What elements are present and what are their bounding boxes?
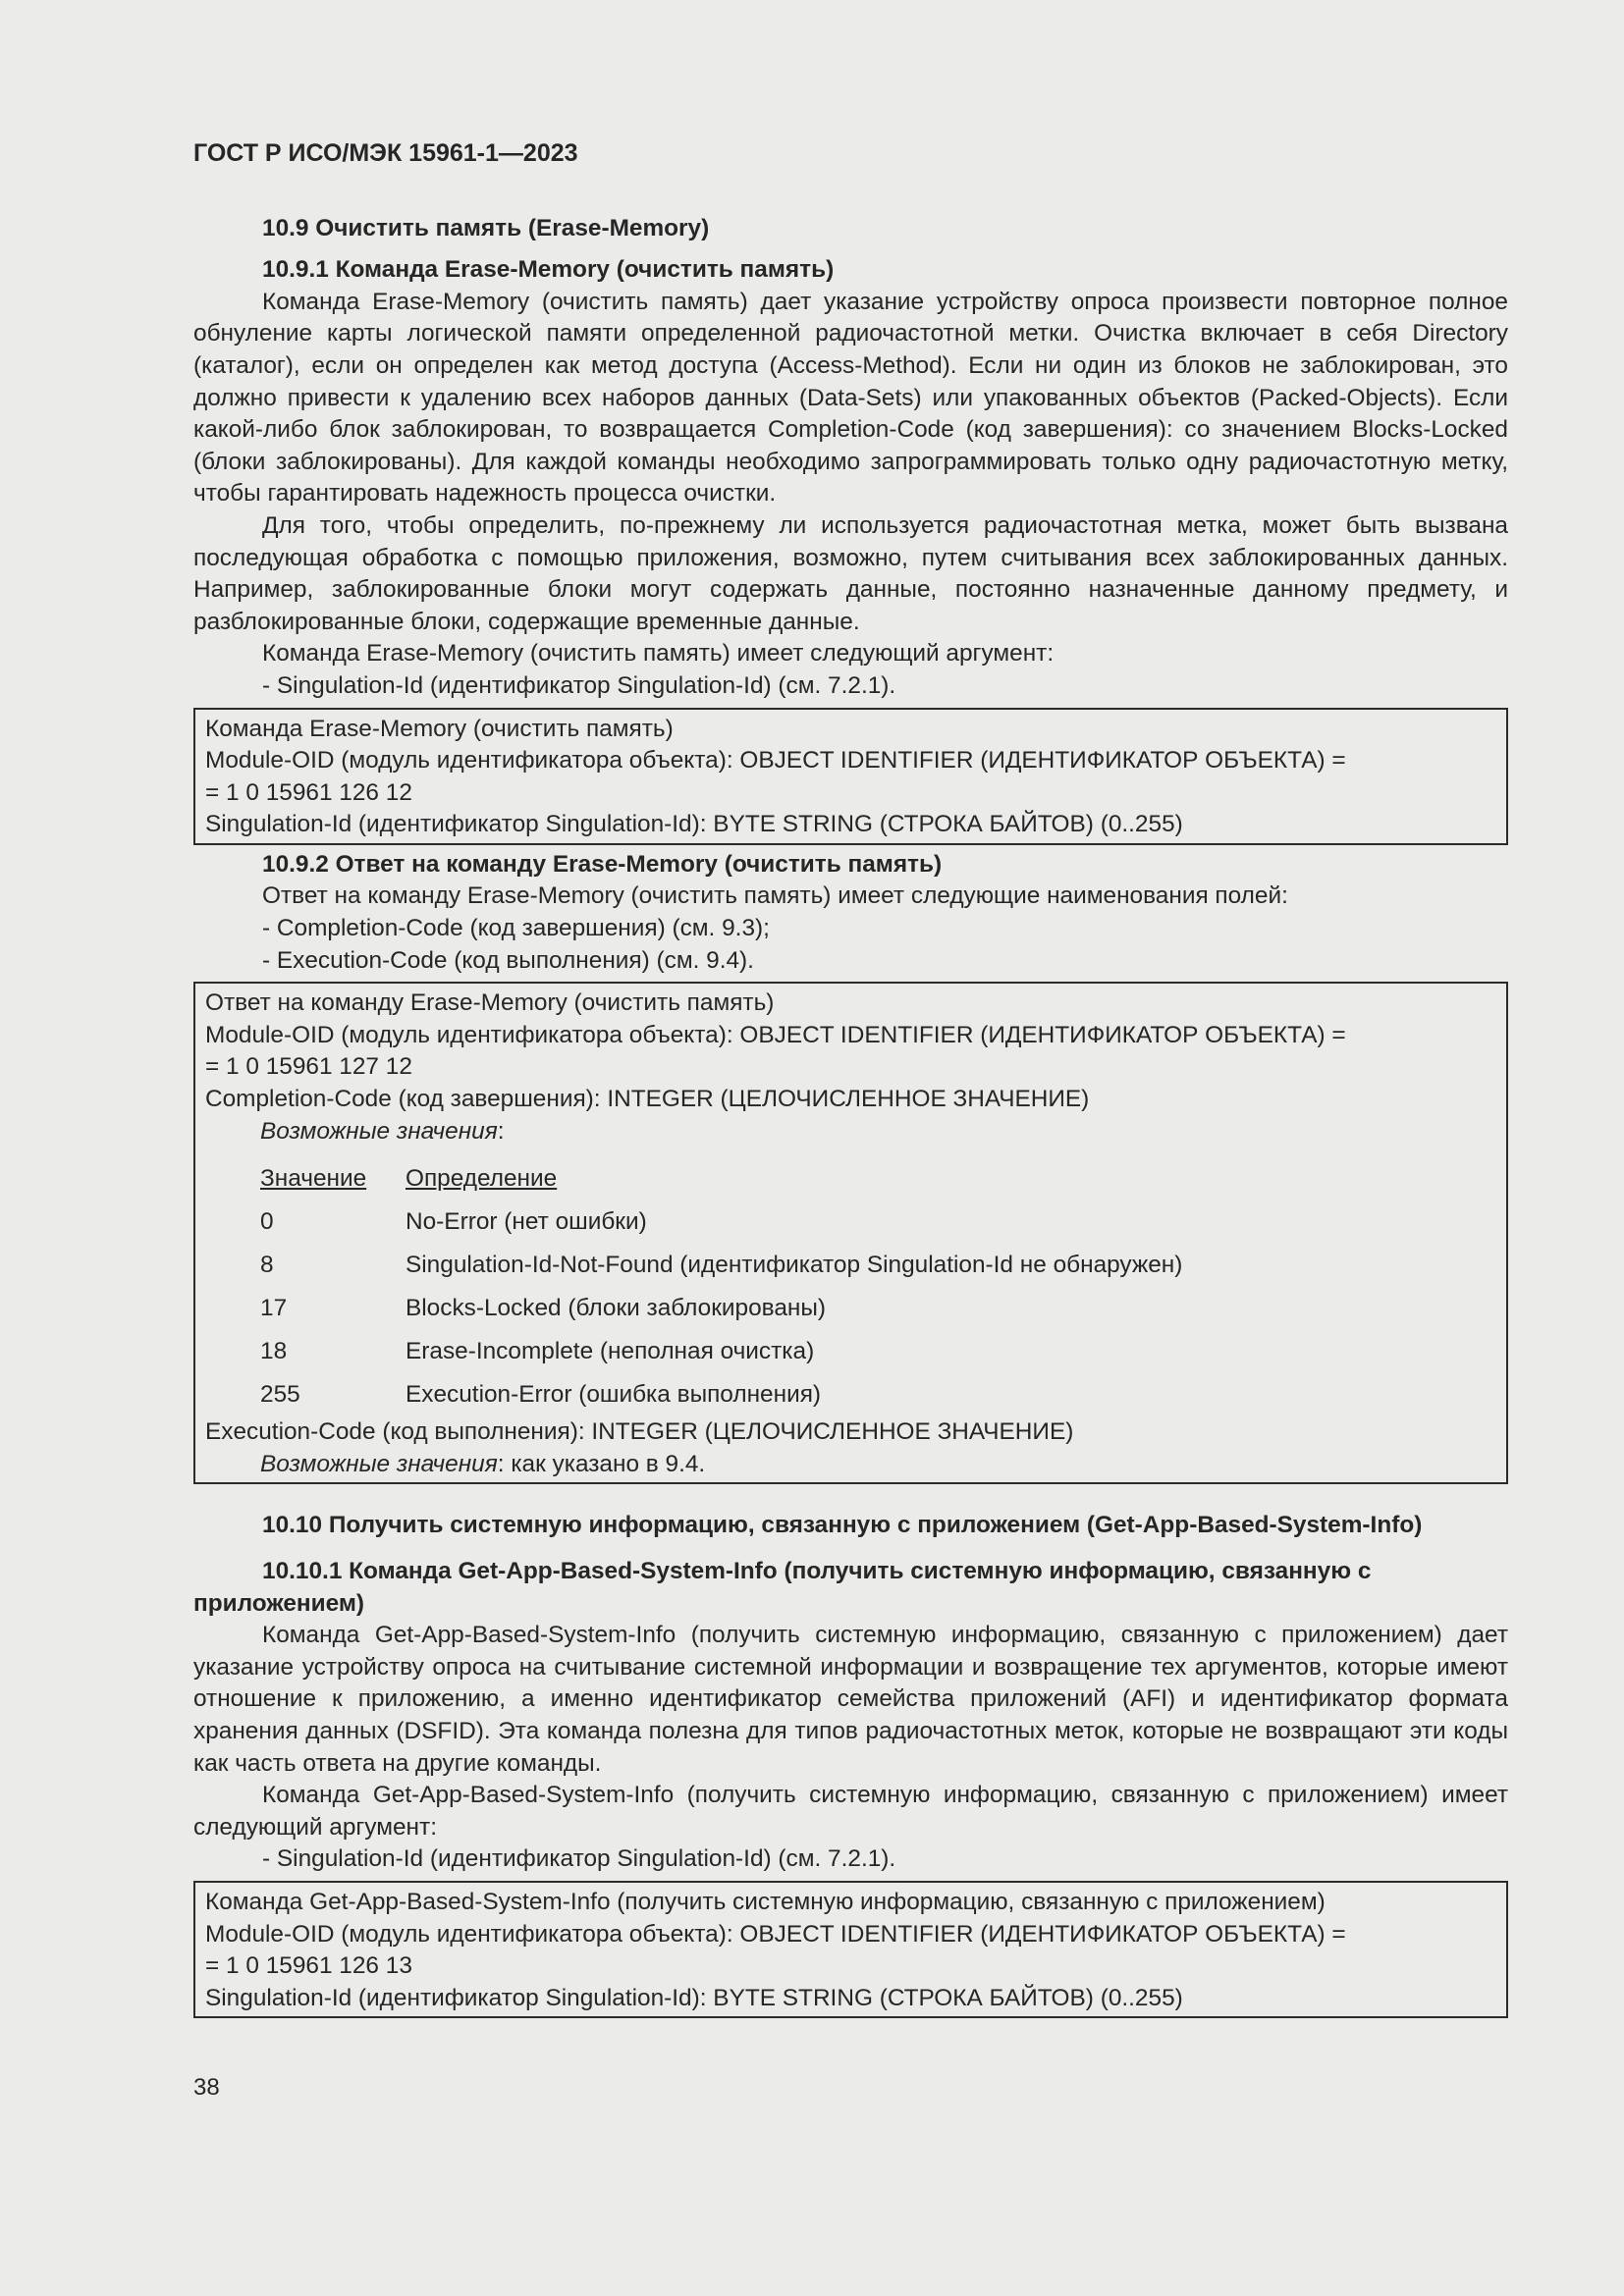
possible-values-note: Возможные значения: как указано в 9.4.: [260, 1450, 706, 1477]
box-line: = 1 0 15961 126 13: [205, 1952, 412, 1980]
column-header-definition: Определение: [406, 1164, 558, 1192]
document-page: [193, 137, 1508, 2022]
asn-box-get-app-based-system-info-command: [193, 1881, 1508, 2018]
value-cell: 0: [260, 1207, 274, 1235]
table-row: [260, 1244, 1496, 1287]
argument-item: - Singulation-Id (идентификатор Singulation-Id) (см. 7.2.1).: [262, 1845, 896, 1873]
value-cell: 18: [260, 1337, 288, 1364]
possible-values-label: Возможные значения:: [260, 1117, 505, 1145]
box-line: Singulation-Id (идентификатор Singulation-Id): BYTE STRING (СТРОКА БАЙТОВ) (0..255): [205, 811, 1183, 838]
box-line: Module-OID (модуль идентификатора объекта): OBJECT IDENTIFIER (ИДЕНТИФИКАТОР ОБЪЕКТА) =: [205, 1021, 1346, 1048]
table-row: [260, 1287, 1496, 1330]
paragraph: Команда Get-App-Based-System-Info (получить системную информацию, связанную с приложением) дает указание устройству опроса на считывание системной информации и возвращение тех аргументов, которые имеют отношение к приложению, а именно идентификатор семейства приложений (AFI) и идентификатор формата хранения данных (DSFID). Эта команда полезна для типов радиочастотных меток, которые не возвращают эти коды как часть ответа на другие команды.: [193, 1622, 1508, 1777]
value-cell: 8: [260, 1251, 274, 1278]
section-10-10-title: 10.10 Получить системную информацию, связанную с приложением (Get-App-Based-System-Info): [262, 1512, 1423, 1539]
section-10-9-title: 10.9 Очистить память (Erase-Memory): [262, 214, 710, 241]
page-number: 38: [193, 2074, 220, 2101]
box-line: Completion-Code (код завершения): INTEGER (ЦЕЛОЧИСЛЕННОЕ ЗНАЧЕНИЕ): [205, 1086, 1090, 1113]
definition-cell: Erase-Incomplete (неполная очистка): [406, 1337, 815, 1364]
value-cell: 255: [260, 1380, 300, 1408]
table-row: [260, 1201, 1496, 1244]
document-header: ГОСТ Р ИСО/МЭК 15961-1—2023: [193, 139, 578, 167]
definition-cell: Execution-Error (ошибка выполнения): [406, 1380, 822, 1408]
box-line: = 1 0 15961 126 12: [205, 778, 412, 806]
table-row: [260, 1330, 1496, 1373]
section-10-10-1-title: 10.10.1 Команда Get-App-Based-System-Info (получить системную информацию, связанную с приложением): [193, 1558, 1372, 1617]
field-item: - Completion-Code (код завершения) (см. 9.3);: [262, 915, 770, 942]
asn-box-erase-memory-command: [193, 708, 1508, 845]
paragraph: Команда Get-App-Based-System-Info (получить системную информацию, связанную с приложением) имеет следующий аргумент:: [193, 1782, 1508, 1841]
column-header-value: Значение: [260, 1164, 367, 1192]
box-line: = 1 0 15961 127 12: [205, 1053, 412, 1081]
definition-cell: No-Error (нет ошибки): [406, 1207, 647, 1235]
definition-cell: Singulation-Id-Not-Found (идентификатор Singulation-Id не обнаружен): [406, 1251, 1183, 1278]
box-line: Module-OID (модуль идентификатора объекта): OBJECT IDENTIFIER (ИДЕНТИФИКАТОР ОБЪЕКТА) =: [205, 747, 1346, 774]
values-table-header: [260, 1157, 1496, 1201]
paragraph: Команда Erase-Memory (очистить память) дает указание устройству опроса произвести повторное полное обнуление карты логической памяти определенной радиочастотной метки. Очистка включает в себя Directory (каталог), если он определен как метод доступа (Access-Method). Если ни один из блоков не заблокирован, это должно привести к удалению всех наборов данных (Data-Sets) или упакованных объектов (Packed-Objects). Если какой-либо блок заблокирован, то возвращается Completion-Code (код завершения): со значением Blocks-Locked (блоки заблокированы). Для каждой команды необходимо запрограммировать только одну радиочастотную метку, чтобы гарантировать надежность процесса очистки.: [193, 288, 1508, 507]
values-table: [260, 1157, 1496, 1416]
box-line: Execution-Code (код выполнения): INTEGER (ЦЕЛОЧИСЛЕННОЕ ЗНАЧЕНИЕ): [205, 1418, 1074, 1446]
definition-cell: Blocks-Locked (блоки заблокированы): [406, 1294, 827, 1321]
value-cell: 17: [260, 1294, 288, 1321]
asn-box-erase-memory-response: [193, 982, 1508, 1484]
table-row: [260, 1373, 1496, 1416]
box-line: Singulation-Id (идентификатор Singulation-Id): BYTE STRING (СТРОКА БАЙТОВ) (0..255): [205, 1984, 1183, 2011]
box-line: Команда Get-App-Based-System-Info (получить системную информацию, связанную с приложением): [205, 1888, 1326, 1915]
paragraph: Ответ на команду Erase-Memory (очистить память) имеет следующие наименования полей:: [262, 882, 1288, 910]
section-10-9-1-title: 10.9.1 Команда Erase-Memory (очистить память): [262, 256, 835, 284]
paragraph: Команда Erase-Memory (очистить память) имеет следующий аргумент:: [262, 640, 1055, 667]
section-10-9-2-title: 10.9.2 Ответ на команду Erase-Memory (очистить память): [262, 850, 943, 878]
box-line: Module-OID (модуль идентификатора объекта): OBJECT IDENTIFIER (ИДЕНТИФИКАТОР ОБЪЕКТА) =: [205, 1920, 1346, 1948]
box-line: Команда Erase-Memory (очистить память): [205, 715, 674, 742]
argument-item: - Singulation-Id (идентификатор Singulation-Id) (см. 7.2.1).: [262, 671, 896, 699]
box-line: Ответ на команду Erase-Memory (очистить память): [205, 989, 775, 1017]
paragraph: Для того, чтобы определить, по-прежнему ли используется радиочастотная метка, может быть вызвана последующая обработка с помощью приложения, возможно, путем считывания всех заблокированных данных. Например, заблокированные блоки могут содержать данные, постоянно назначенные данному предмету, и разблокированные блоки, содержащие временные данные.: [193, 511, 1508, 635]
field-item: - Execution-Code (код выполнения) (см. 9.4).: [262, 946, 754, 974]
